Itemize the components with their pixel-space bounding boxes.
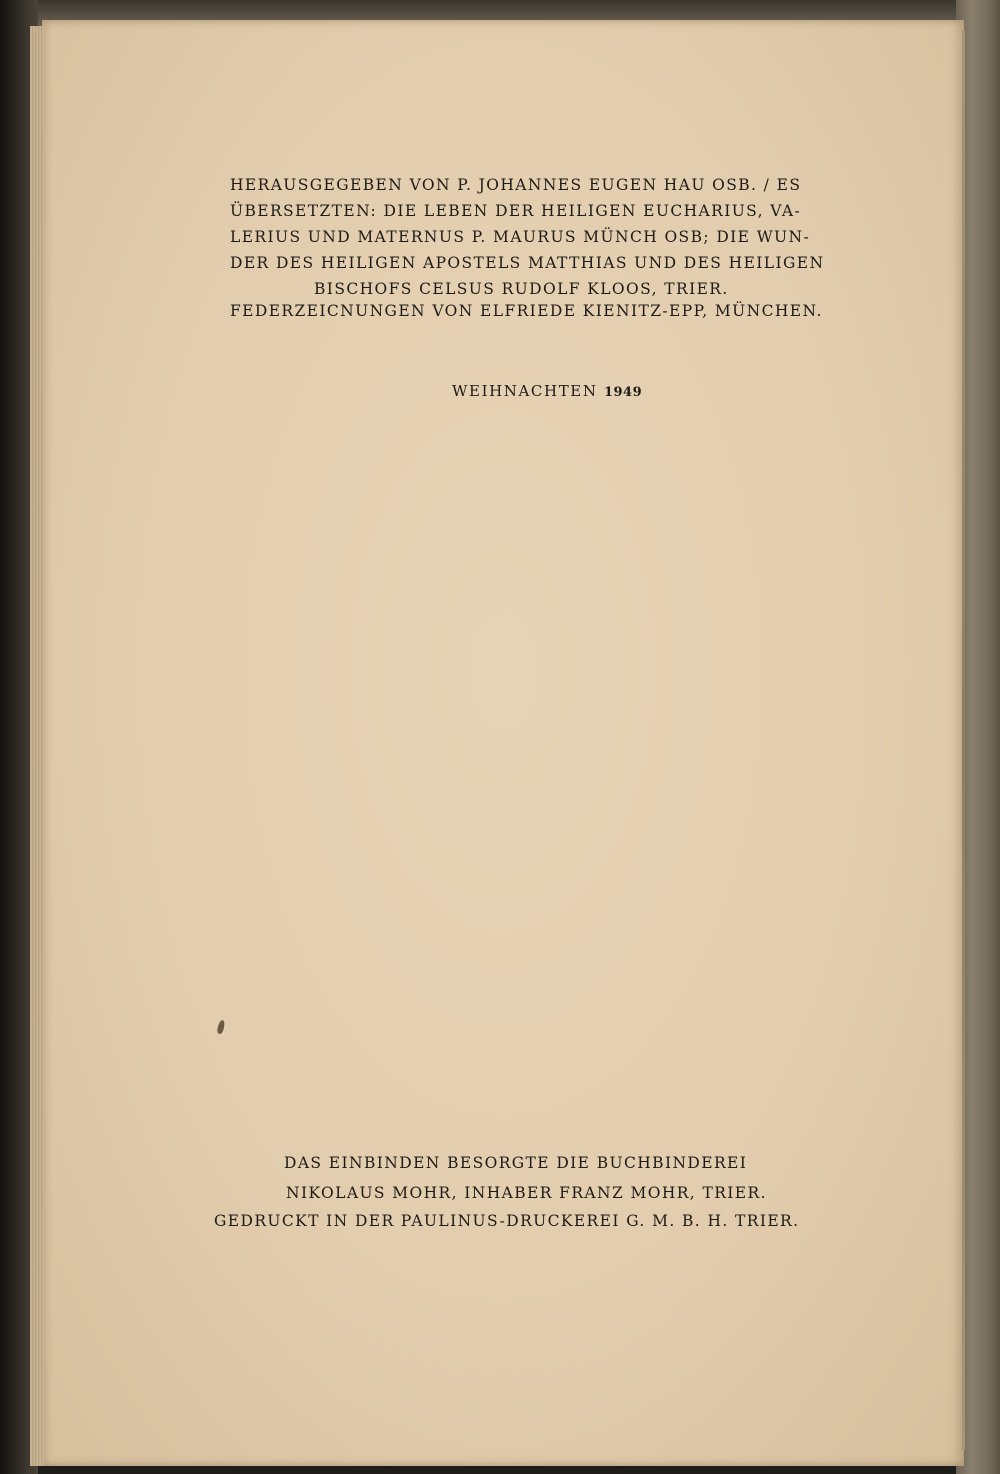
binder-line-2: NIKOLAUS MOHR, INHABER FRANZ MOHR, TRIER. [286,1184,767,1202]
editor-line-3: LERIUS UND MATERNUS P. MAURUS MÜNCH OSB; DIE WUN- [230,228,811,246]
illustrator-line: FEDERZEICNUNGEN VON ELFRIEDE KIENITZ-EPP, MÜNCHEN. [230,302,823,320]
editor-line-1: HERAUSGEGEBEN VON P. JOHANNES EUGEN HAU OSB. / ES [230,176,802,194]
publication-date [452,378,642,406]
editor-line-2: ÜBERSETZTEN: DIE LEBEN DER HEILIGEN EUCHARIUS, VA- [230,202,802,220]
printer-line: GEDRUCKT IN DER PAULINUS-DRUCKEREI G. M. B. H. TRIER. [214,1212,800,1230]
editor-line-4: DER DES HEILIGEN APOSTELS MATTHIAS UND DES HEILIGEN [230,254,825,272]
binder-line-1: DAS EINBINDEN BESORGTE DIE BUCHBINDEREI [284,1154,748,1172]
date-word: WEIHNACHTEN [452,382,598,400]
date-year: 1949 [603,385,643,400]
editor-line-5: BISCHOFS CELSUS RUDOLF KLOOS, TRIER. [314,280,729,298]
